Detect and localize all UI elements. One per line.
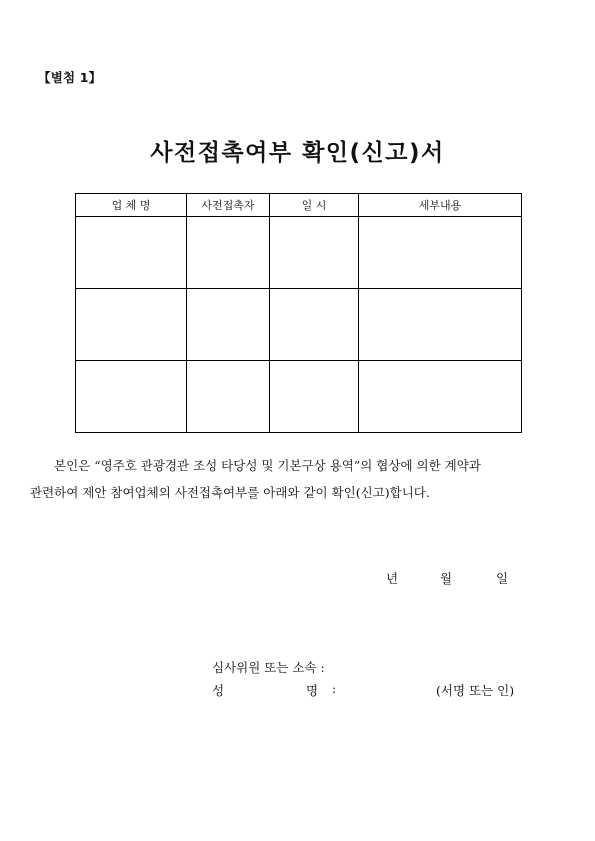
header-contact-person: 사전접촉자 [187,194,270,217]
document-title: 사전접촉여부 확인(신고)서 [150,140,445,166]
table-cell-company[interactable] [76,289,187,361]
table-header-row [76,194,522,217]
table-cell-company[interactable] [76,361,187,433]
table-cell-contact[interactable] [187,289,270,361]
date-year-label: 년 [386,571,399,586]
declaration-paragraph [30,452,570,506]
signature-note: (서명 또는 인) [436,683,515,698]
declaration-line-2: 관련하여 제안 참여업체의 사전접촉여부를 아래와 같이 확인(신고)합니다. [30,485,430,500]
table-cell-company[interactable] [76,217,187,289]
name-colon: : [332,681,337,696]
table-cell-details[interactable] [359,361,522,433]
attachment-label: 【별첨 1】 [38,70,102,85]
table-cell-details[interactable] [359,289,522,361]
header-date-time: 일 시 [270,194,359,217]
date-month-label: 월 [440,571,453,586]
name-label-first: 성 [212,683,225,698]
table-cell-datetime[interactable] [270,361,359,433]
table-cell-datetime[interactable] [270,217,359,289]
table-cell-details[interactable] [359,217,522,289]
table-cell-contact[interactable] [187,217,270,289]
table-row [76,289,522,361]
name-label-second: 명 [306,683,319,698]
declaration-line-1: 본인은 “영주호 관광경관 조성 타당성 및 기본구상 용역”의 협상에 의한 계약과 [54,458,481,473]
header-details: 세부내용 [359,194,522,217]
reviewer-affiliation-label: 심사위원 또는 소속 : [212,660,325,675]
date-day-label: 일 [496,571,509,586]
table-row [76,217,522,289]
table-cell-contact[interactable] [187,361,270,433]
table-row [76,361,522,433]
header-company-name: 업 체 명 [76,194,187,217]
contact-record-table [75,193,522,433]
table-cell-datetime[interactable] [270,289,359,361]
